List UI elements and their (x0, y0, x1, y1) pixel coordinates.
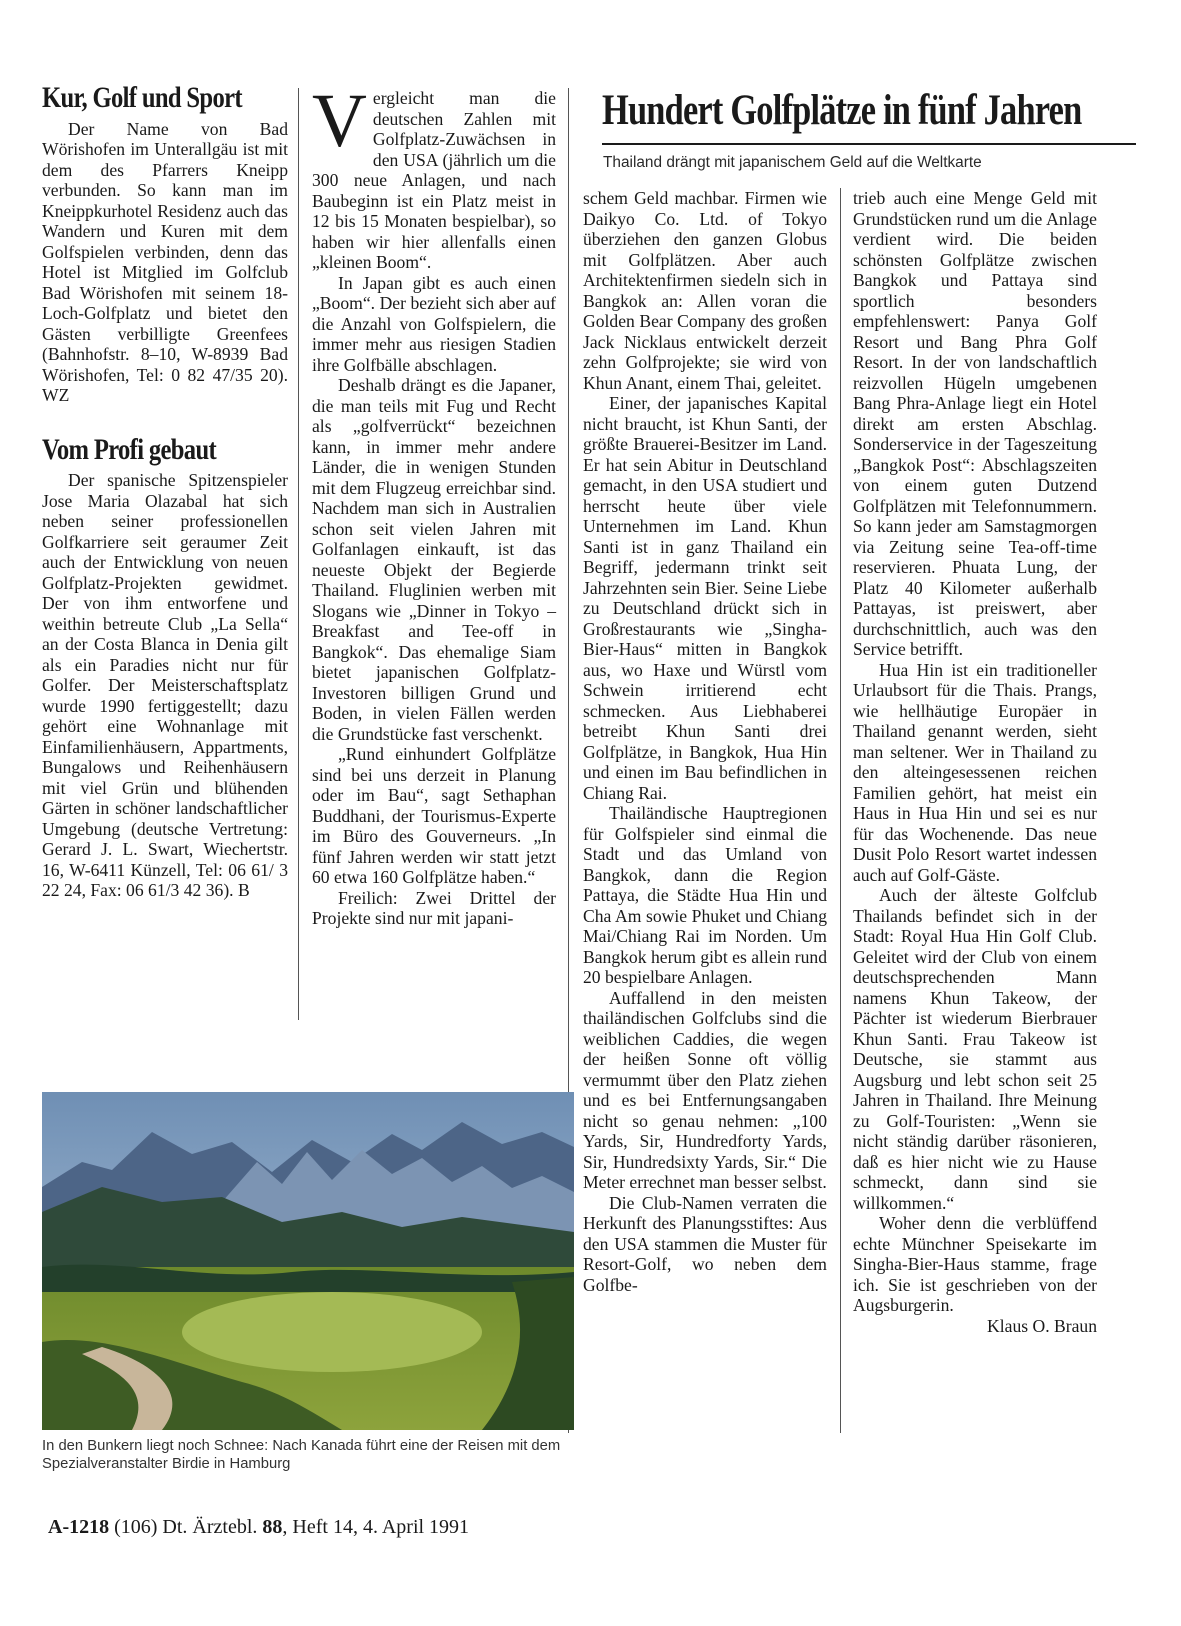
column3-paragraph: Auffallend in den meisten thailändischen Golfclubs sind die weiblichen Caddies, die wegen der heißen Sonne oft völlig vermummt über den Platz ziehen und es bei Entfernungsangaben nicht so genau nehmen: „100 Yards, Sir, Hundredforty Yards, Sir, Hundredsixty Yards, Sir.“ Die Meter errechnet man besser selbst. (583, 987, 827, 1192)
column4-paragraph: Hua Hin ist ein traditioneller Urlaubsort für die Thais. Prangs, wie hellhäutige Europäer in Thailand genannt werden, sieht man seltener. Wer in Thailand zu den alteingesessenen reichen Familien gehört, hat meist ein Haus in Hua Hin und sei es nur für das Wochenende. Das neue Dusit Polo Resort wartet indessen auch auf Golf-Gäste. (853, 659, 1097, 885)
middle-paragraph: In Japan gibt es auch einen „Boom“. Der bezieht sich aber auf die Anzahl von Golfspielern, die immer mehr aus riesigen Stadien ihre Golfbälle abschlagen. (312, 272, 556, 375)
article-heading-kur: Kur, Golf und Sport (42, 81, 242, 114)
article-kur-text: Der Name von Bad Wörishofen im Unterallgäu ist mit dem des Pfarrers Kneipp verbunden. So kann man im Kneippkurhotel Residenz auch das Wandern und Kuren mit dem Golfspielen verbinden, denn das Hotel ist Mitglied im Golfclub Bad Wörishofen mit seinem 18-Loch-Golfplatz und bietet den Gästen verbilligte Greenfees (Bahnhofstr. 8–10, W-8939 Bad Wörishofen, Tel: 0 82 47/35 20). WZ (42, 118, 288, 405)
page-number: A-1218 (48, 1516, 110, 1538)
drop-cap: V (312, 79, 367, 163)
headline-rule (602, 143, 1136, 145)
column3-paragraph: schem Geld machbar. Firmen wie Daikyo Co. Ltd. of Tokyo überziehen den ganzen Globus mit Golfplätzen. Aber auch Architektenfirmen siedeln sich in Bangkok an: Allen voran die Golden Bear Company des großen Jack Nicklaus entwickelt derzeit zehn Golfprojekte; sie wird von Khun Anant, einem Thai, geleitet. (583, 188, 827, 393)
golf-course-photo (42, 1092, 574, 1430)
column4-paragraph: trieb auch eine Menge Geld mit Grundstücken rund um die Anlage verdient wird. Die beiden schönsten Golfplätze zwischen Bangkok und Pattaya sind sportlich besonders empfehlenswert: Panya Golf Resort und Bang Phra Golf Resort. In der von landschaftlich reizvollen Hügeln umgebenen Bang Phra-Anlage liegt ein Hotel direkt am ersten Abschlag. Sonderservice in der Tageszeitung „Bangkok Post“: Abschlagszeiten von einem guten Dutzend Golfplätzen mit Telefonnummern. So kann jeder am Samstagmorgen via Zeitung seine Tea-off-time reservieren. Phuata Lung, der Platz 40 Kilometer außerhalb Pattayas, ist preiswert, aber durchschnittlich, auch was den Service betrifft. (853, 188, 1097, 659)
main-column-3 (583, 188, 827, 1295)
column-divider-1 (298, 88, 299, 1020)
column4-paragraph: Auch der älteste Golfclub Thailands befindet sich in der Stadt: Royal Hua Hin Golf Club. Geleitet wird der Club von einem deutschsprechenden Mann namens Khun Takeow, der Pächter ist wiederum Bierbrauer Khun Santi. Frau Takeow ist Deutsche, sie stammt aus Augsburg und lebt schon seit 25 Jahren in Thailand. Ihre Meinung zu Golf-Touristen: „Wenn sie nicht ständig darüber räsonieren, daß es hier nicht wie zu Hause schmeckt, dann sind sie willkommen.“ (853, 885, 1097, 1213)
intro-paragraph: Vergleicht man die deutschen Zahlen mit Golfplatz-Zuwächsen in den USA (jährlich um die 300 neue Anlagen, und nach Baubeginn ist ein Platz meist in 12 bis 15 Monaten bespielbar), so haben wir hier allenfalls einen „kleinen Boom“. (312, 79, 556, 272)
subheadline: Thailand drängt mit japanischem Geld auf die Weltkarte (603, 154, 982, 171)
article-heading-profi: Vom Profi gebaut (42, 432, 217, 466)
column3-paragraph: Die Club-Namen verraten die Herkunft des Planungsstiftes: Aus den USA stammen die Muster für Resort-Golf, wo neben dem Golfbe- (583, 1192, 827, 1295)
page-footer (48, 1516, 469, 1539)
footer-issue: , Heft 14, 4. April 1991 (282, 1516, 470, 1538)
column4-paragraph: Woher denn die verblüffend echte Münchner Speisekarte im Singha-Bier-Haus stamme, frage ich. Sie ist geschrieben von der Augsburgerin. (853, 1213, 1097, 1315)
middle-paragraph: Deshalb drängt es die Japaner, die man teils mit Fug und Recht als „golfverrückt“ bezeichnen kann, in immer mehr andere Länder, die in wenigen Stunden mit dem Flugzeug erreichbar sind. Nachdem man sich in Australien schon seit vielen Jahren mit Golfanlagen einkauft, ist das neueste Objekt der Begierde Thailand. Fluglinien werben mit Slogans wie „Dinner in Tokyo – Breakfast and Tee-off in Bangkok“. Das ehemalige Siam bietet japanischen Golfplatz-Investoren billigen Grund und Boden, in vielen Fällen werden die Grundstücke fast verschenkt. (312, 375, 556, 744)
column3-paragraph: Einer, der japanisches Kapital nicht braucht, ist Khun Santi, der größte Brauerei-Besitzer im Land. Er hat sein Abitur in Deutschland gemacht, in den USA studiert und herrscht heute über viele Unternehmen im Land. Khun Santi ist in ganz Thailand ein Begriff, jedermann trinkt seit Jahrzehnten sein Bier. Seine Liebe zu Deutschland drückt sich in Großrestaurants wie „Singha-Bier-Haus“ mitten in Bangkok aus, wo Haxe und Würstl vom Schwein irritierend echt schmecken. Aus Liebhaberei betreibt Khun Santi drei Golfplätze, in Bangkok, Hua Hin und einen im Bau befindlichen in Chiang Rai. (583, 393, 827, 803)
main-headline: Hundert Golfplätze in fünf Jahren (602, 87, 1082, 134)
main-column-4 (853, 188, 1097, 1336)
middle-paragraph: „Rund einhundert Golfplätze sind bei uns derzeit in Planung oder im Bau“, sagt Sethaphan Buddhani, der Tourismus-Experte im Büro des Gouverneurs. „In fünf Jahren werden wir statt jetzt 60 etwa 160 Golfplätze haben.“ (312, 744, 556, 887)
column-divider-3 (840, 188, 841, 1433)
article-profi-text: Der spanische Spitzenspieler Jose Maria Olazabal hat sich neben seiner professionellen Golfkarriere seit geraumer Zeit auch der Entwicklung von neuen Golfplatz-Projekten gewidmet. Der von ihm entworfene und weithin betreute Club „La Sella“ an der Costa Blanca in Denia gilt als ein Paradies nicht nur für Golfer. Der Meisterschaftsplatz wurde 1990 fertiggestellt; dazu gehört eine Wohnanlage mit Einfamilienhäusern, Appartments, Bungalows und Reihenhäusern mit viel Grün und blühenden Gärten in schöner landschaftlicher Umgebung (deutsche Vertretung: Gerard J. L. Swart, Wiechertstr. 16, W-6411 Künzell, Tel: 06 61/ 3 22 24, Fax: 06 61/3 42 36). B (42, 470, 288, 900)
left-column (42, 81, 288, 901)
column3-paragraph: Thailändische Hauptregionen für Golfspieler sind einmal die Stadt und das Umland von Bangkok, dann die Region Pattaya, die Städte Hua Hin und Cha Am sowie Phuket und Chiang Mai/Chiang Rai im Norden. Um Bangkok herum gibt es allein rund 20 bespielbare Anlagen. (583, 803, 827, 987)
mountain-golf-landscape-image (42, 1092, 574, 1430)
middle-paragraph: Freilich: Zwei Drittel der Projekte sind nur mit japani- (312, 887, 556, 928)
footer-volume: 88 (262, 1516, 283, 1538)
middle-column (312, 79, 556, 929)
author-signature: Klaus O. Braun (987, 1315, 1097, 1336)
footer-publication: (106) Dt. Ärztebl. (114, 1516, 258, 1538)
photo-caption: In den Bunkern liegt noch Schnee: Nach Kanada führt eine der Reisen mit dem Spezialveranstalter Birdie in Hamburg (42, 1438, 561, 1472)
